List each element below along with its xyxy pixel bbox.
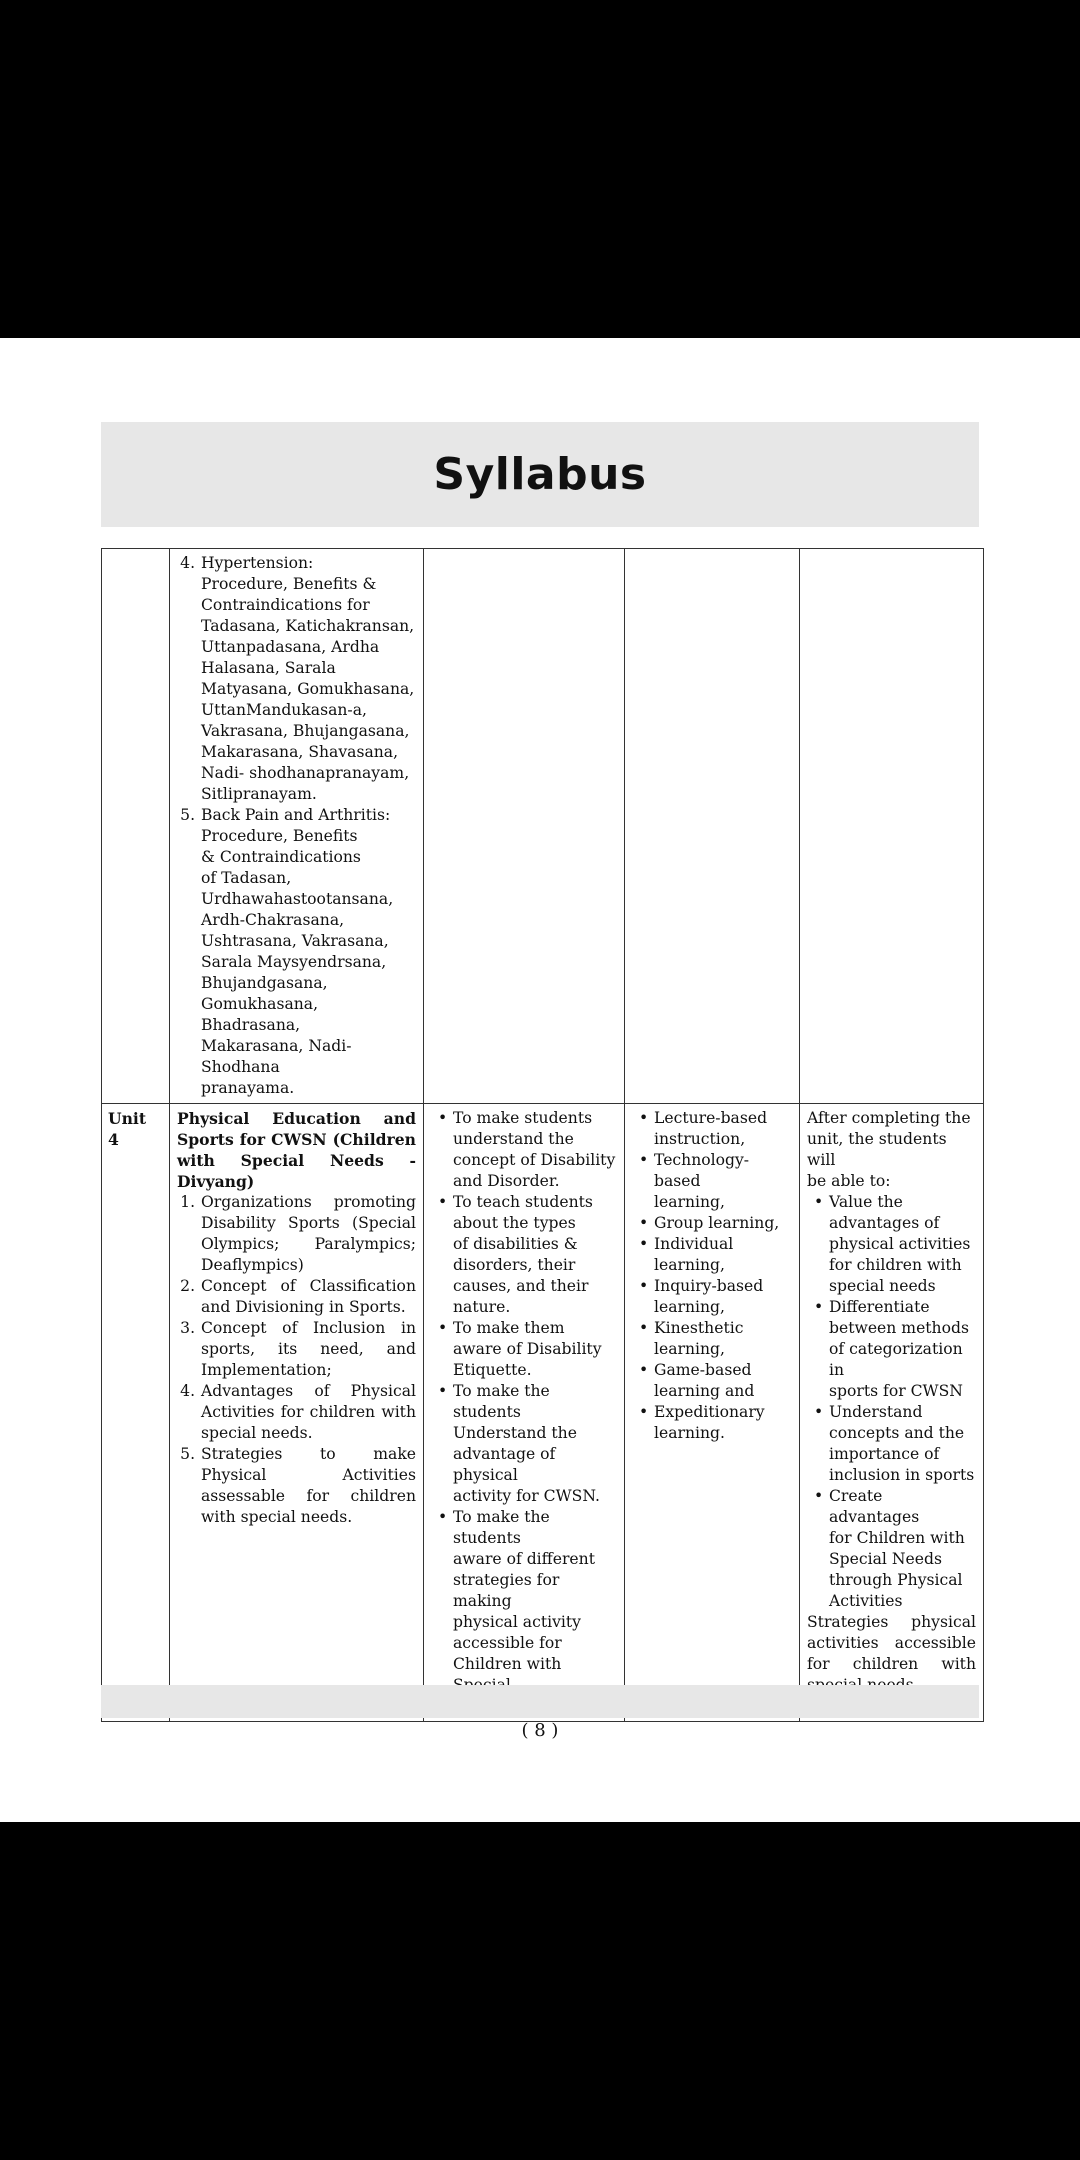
pedagogy-item: • Group learning, — [654, 1213, 792, 1234]
footer-bar — [101, 1685, 979, 1718]
pedagogy-item: • Kinesthetic learning, — [654, 1318, 792, 1360]
outcomes-closing: Strategies physical activities accessible for children with — [807, 1613, 976, 1673]
syllabus-table — [101, 548, 984, 1722]
pedagogy-list — [632, 1108, 792, 1444]
pedagogy-cell — [625, 1104, 800, 1722]
pedagogy-item: • Expeditionary learning. — [654, 1402, 792, 1444]
outcomes-intro: After completing the unit, the students will be able to: — [807, 1109, 971, 1190]
objective-item: • To make them aware of Disability Etiquette. — [453, 1318, 617, 1381]
objective-item: • To make students understand the concept of Disability and Disorder. — [453, 1108, 617, 1192]
topic-list — [177, 553, 416, 1099]
outcome-item: • Understand concepts and the importance of inclusion in sports — [829, 1402, 976, 1486]
objectives-list — [431, 1108, 617, 1717]
pedagogy-item: • Technology-based learning, — [654, 1150, 792, 1213]
topic-cell — [170, 549, 424, 1104]
pedagogy-item: • Inquiry-based learning, — [654, 1276, 792, 1318]
objective-item: • To make the students Understand the advantage of physical activity for CWSN. — [453, 1381, 617, 1507]
unit-cell — [102, 549, 170, 1104]
pedagogy-cell — [625, 549, 800, 1104]
page-number: ( 8 ) — [521, 1720, 559, 1741]
topic-item: 3. Concept of Inclusion in sports, its need, and Implementation; — [200, 1318, 416, 1381]
topic-item: 4. Hypertension: Procedure, Benefits & Contraindications for Tadasana, Katichakransan, Uttanpadasana, Ardha Halasana, Sarala Matyasana, Gomukhasana, UttanMandukasan-a, Vakrasana, Bhujangasana, Makarasana, Shavasana, Nadi- shodhanapranayam, Sitlipranayam. — [200, 553, 416, 805]
topic-item: 4. Advantages of Physical Activities for children with special needs. — [200, 1381, 416, 1444]
outcomes-list — [807, 1192, 976, 1612]
objective-item: • To teach students about the types of disabilities & disorders, their causes, and their nature. — [453, 1192, 617, 1318]
outcome-item: • Differentiate between methods of categorization in sports for CWSN — [829, 1297, 976, 1402]
outcome-item: • Create advantages for Children with Special Needs through Physical Activities — [829, 1486, 976, 1612]
objectives-cell — [424, 549, 625, 1104]
table-row — [102, 1104, 984, 1722]
topic-item: 1. Organizations promoting Disability Sports (Special Olympics; Paralympics; Deaflympics) — [200, 1192, 416, 1276]
topic-item: 5. Strategies to make Physical Activities assessable for children with special needs. — [200, 1444, 416, 1528]
topic-item: 2. Concept of Classification and Divisioning in Sports. — [200, 1276, 416, 1318]
topic-title: Physical Education and Sports for CWSN (Children with Special Needs - Divyang) — [177, 1109, 416, 1191]
table-row — [102, 549, 984, 1104]
pedagogy-item: • Lecture-based instruction, — [654, 1108, 792, 1150]
topic-cell — [170, 1104, 424, 1722]
title-banner — [101, 422, 979, 527]
unit-cell: Unit 4 — [102, 1104, 170, 1722]
page-title: Syllabus — [433, 449, 647, 500]
topic-list — [177, 1192, 416, 1528]
pedagogy-item: • Individual learning, — [654, 1234, 792, 1276]
outcome-item: • Value the advantages of physical activities for children with special needs — [829, 1192, 976, 1297]
objectives-cell — [424, 1104, 625, 1722]
document-page — [0, 338, 1080, 1822]
outcomes-cell — [800, 1104, 984, 1722]
topic-item: 5. Back Pain and Arthritis: Procedure, Benefits & Contraindications of Tadasan, Urdhawahastootansana, Ardh-Chakrasana, Ushtrasana, Vakrasana, Sarala Maysyendrsana, Bhujandgasana, Gomukhasana, Bhadrasana, Makarasana, Nadi-Shodhana pranayama. — [200, 805, 416, 1099]
outcomes-cell — [800, 549, 984, 1104]
pedagogy-item: • Game-based learning and — [654, 1360, 792, 1402]
objective-item: • To make the students aware of different strategies for making physical activity accessible for Children with — [453, 1507, 617, 1717]
